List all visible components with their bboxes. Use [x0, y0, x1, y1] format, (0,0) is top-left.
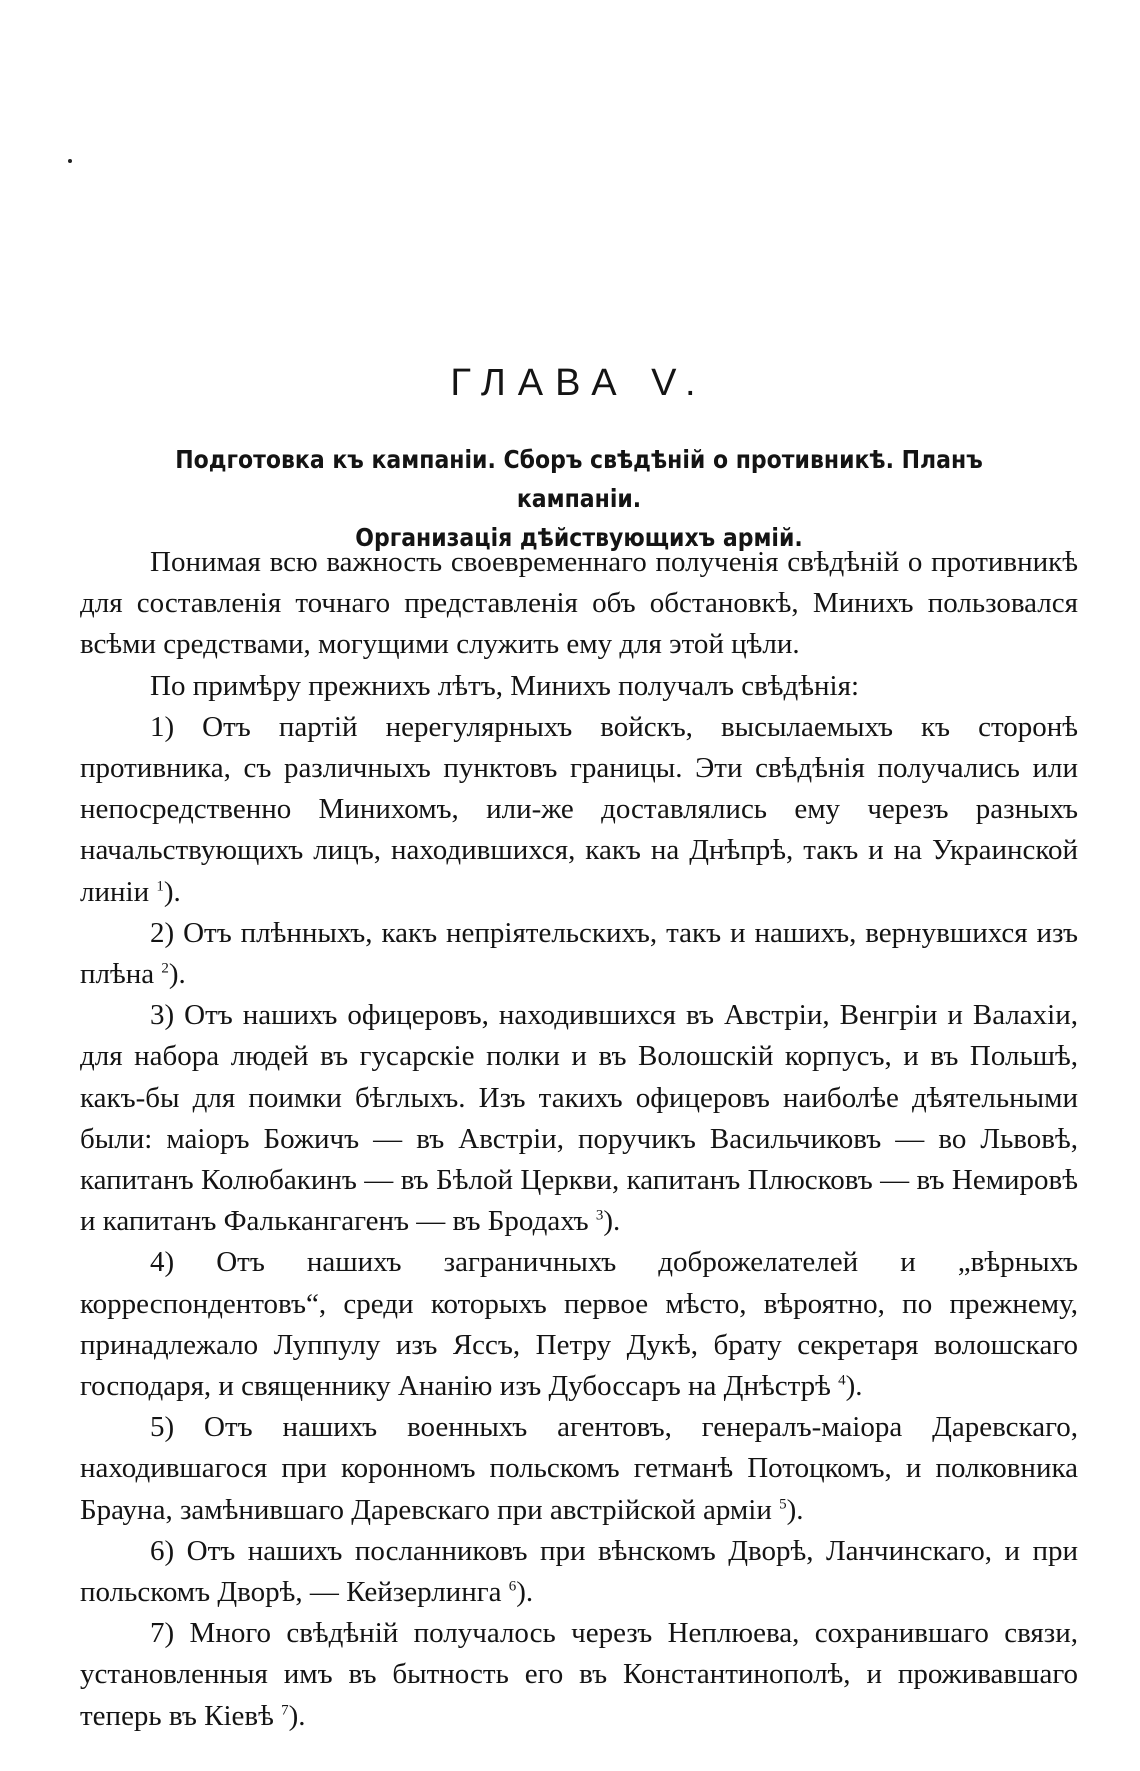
list-item-1: [80, 707, 1078, 913]
footnote-marker: 7: [281, 1702, 289, 1719]
paragraph-text: 2) Отъ плѣнныхъ, какъ непріятельскихъ, такъ и нашихъ, вернувшихся изъ плѣна: [80, 916, 1078, 991]
body-text: [80, 542, 1078, 1737]
chapter-subtitle: [140, 440, 1018, 557]
footnote-tail: ).: [603, 1205, 621, 1238]
footnote-tail: ).: [516, 1576, 534, 1609]
footnote-marker: 4: [838, 1372, 846, 1389]
footnote-marker: 3: [595, 1207, 604, 1224]
chapter-title: ГЛАВА V.: [450, 362, 708, 404]
list-item-2: [80, 913, 1078, 995]
footnote-marker: 1: [156, 877, 164, 894]
footnote-marker: 2: [161, 960, 169, 977]
paragraph-text: 5) Отъ нашихъ военныхъ агентовъ, генералъ-маіора Даревскаго, находившагося при коронномъ польскомъ гетманѣ Потоцкомъ, и полковника Брауна, замѣнившаго Даревскаго при австрійской арміи: [80, 1411, 1078, 1526]
paragraph-text: Понимая всю важность своевременнаго полученія свѣдѣній о противникѣ для составленія точнаго представленія объ обстановкѣ, Минихъ пользовался всѣми средствами, могущими служить ему для этой цѣли.: [80, 546, 1078, 661]
footnote-tail: ).: [168, 958, 186, 991]
list-item-7: [80, 1613, 1078, 1737]
footnote-tail: ).: [845, 1370, 863, 1403]
paragraph-intro: [80, 542, 1078, 666]
footnote-tail: ).: [163, 875, 181, 908]
list-item-4: [80, 1242, 1078, 1407]
paragraph-text: 1) Отъ партій нерегулярныхъ войскъ, высылаемыхъ къ сторонѣ противника, съ различныхъ пунктовъ границы. Эти свѣдѣнія получались или непосредственно Минихомъ, или-же доставлялись ему черезъ разныхъ начальствующихъ лицъ, находившихся, какъ на Днѣпрѣ, такъ и на Украинской линіи: [80, 710, 1078, 908]
subtitle-line-2: Организація дѣйствующихъ армій.: [355, 523, 803, 552]
list-item-5: [80, 1407, 1078, 1531]
paragraph-text: 4) Отъ нашихъ заграничныхъ доброжелателей и „вѣрныхъ корреспондентовъ“, среди которыхъ первое мѣсто, вѣроятно, по прежнему, принадлежало Луппулу изъ Яссъ, Петру Дукѣ, брату секретаря волошскаго господаря, и священнику Ананію изъ Дубоссаръ на Днѣстрѣ: [80, 1246, 1078, 1403]
footnote-marker: 6: [508, 1578, 517, 1595]
list-item-6: [80, 1531, 1078, 1613]
list-item-3: [80, 995, 1078, 1242]
footnote-marker: 5: [779, 1496, 787, 1513]
footnote-tail: ).: [288, 1699, 306, 1732]
paragraph-text: 3) Отъ нашихъ офицеровъ, находившихся въ Австріи, Венгріи и Валахіи, для набора людей въ гусарскіе полки и въ Волошскій корпусъ, и въ Польшѣ, какъ-бы для поимки бѣглыхъ. Изъ такихъ офицеровъ наиболѣе дѣятельными были: маіоръ Божичъ — въ Австріи, поручикъ Васильчиковъ — во Львовѣ, капитанъ Колюбакинъ — въ Бѣлой Церкви, капитанъ Плюсковъ — въ Немировѣ и капитанъ Фалькангагенъ — въ Бродахъ: [80, 999, 1078, 1238]
paragraph-text: 6) Отъ нашихъ посланниковъ при вѣнскомъ Дворѣ, Ланчинскаго, и при польскомъ Дворѣ, — Кейзерлинга: [80, 1534, 1078, 1609]
book-page: [80, 0, 1078, 1771]
paragraph-sources-lead: [80, 666, 1078, 707]
paragraph-text: 7) Много свѣдѣній получалось черезъ Неплюева, сохранившаго связи, установленныя имъ въ бытность его въ Константинополѣ, и проживавшаго теперь въ Кіевѣ: [80, 1617, 1078, 1732]
ink-speck: [68, 159, 72, 163]
paragraph-text: По примѣру прежнихъ лѣтъ, Минихъ получалъ свѣдѣнія:: [150, 669, 859, 702]
footnote-tail: ).: [786, 1493, 804, 1526]
subtitle-line-1: Подготовка къ кампаніи. Сборъ свѣдѣній о противникѣ. Планъ кампаніи.: [175, 445, 983, 513]
